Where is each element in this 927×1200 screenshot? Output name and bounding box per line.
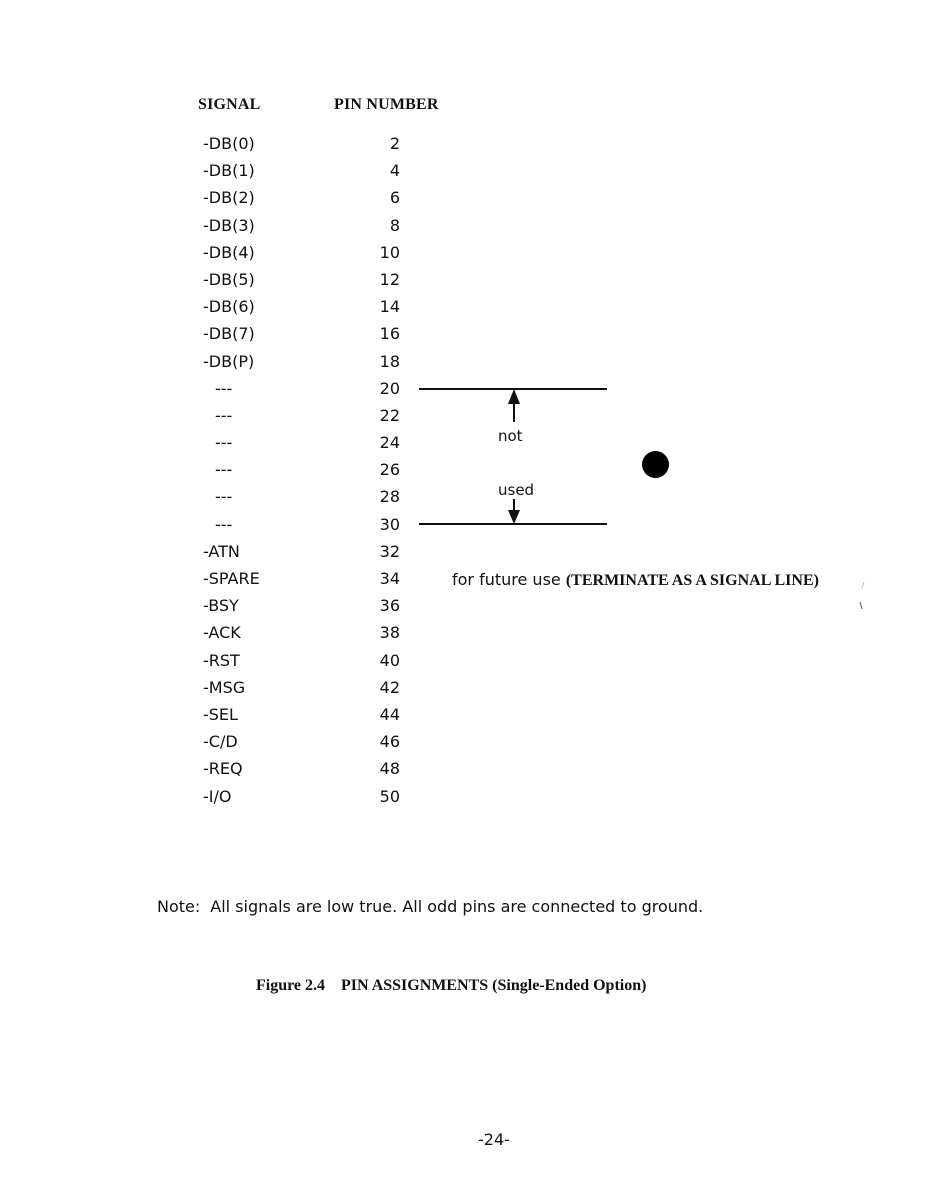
signal-name: -DB(7) [203,324,255,344]
signal-name: -BSY [203,596,239,616]
pin-number: 38 [379,623,400,643]
pin-number: 28 [379,487,400,507]
figure-caption [256,977,646,995]
pin-number: 40 [379,650,400,670]
footnote [157,897,703,916]
pin-number: 44 [379,704,400,724]
spare-note-bold-text: (TERMINATE AS A SIGNAL LINE) [565,572,819,589]
signal-name: -DB(3) [203,215,255,235]
pin-number: 26 [379,460,400,480]
signal-name: -REQ [203,759,243,779]
pin-number: 6 [389,188,400,208]
scan-speck-marks [855,580,867,612]
signal-name: --- [215,405,233,425]
signal-name: --- [215,487,233,507]
signal-name: --- [215,460,233,480]
signal-name: -DB(1) [203,161,255,181]
pin-number: 50 [379,786,400,806]
signal-name: -DB(0) [203,134,255,153]
signal-name: -DB(6) [203,297,255,317]
down-arrow-head-icon [508,510,520,524]
pin-number: 30 [379,514,400,534]
signal-name: -DB(P) [203,351,255,371]
spare-pin-note [452,570,819,590]
pin-number: 2 [389,134,400,153]
pin-number: 4 [389,161,400,181]
pin-number: 34 [379,569,400,588]
signal-name: --- [215,514,233,534]
pin-number: 14 [379,297,400,317]
signal-name: --- [215,378,233,398]
pin-number: 22 [379,405,400,425]
not-label: not [498,427,523,445]
signal-name: -DB(4) [203,242,255,262]
black-dot-mark [642,451,669,478]
up-arrow-head-icon [508,389,520,404]
pin-number: 8 [389,215,400,235]
pin-number: 32 [379,541,400,561]
figure-number: Figure 2.4 [256,977,326,994]
signal-name: --- [215,433,233,453]
pin-number: 20 [379,378,400,398]
pin-number: 48 [379,759,400,779]
figure-title: PIN ASSIGNMENTS (Single-Ended Option) [341,977,647,994]
signal-name: -C/D [203,732,238,752]
pin-number: 12 [379,269,400,289]
signal-name: -DB(5) [203,269,255,289]
signal-name: -ATN [203,541,240,561]
signal-column-header: SIGNAL [198,96,261,113]
page-number: -24- [478,1130,510,1149]
pin-number: 16 [379,324,400,344]
pin-number: 46 [379,732,400,752]
pin-number: 10 [379,242,400,262]
pin-number: 24 [379,433,400,453]
signal-name: -SEL [203,704,238,724]
signal-name: -ACK [203,623,241,643]
pin-number: 42 [379,677,400,697]
spare-note-text: for future use [452,570,566,589]
used-label: used [498,481,535,499]
signal-name: -SPARE [203,569,260,588]
signal-name: -I/O [203,786,232,806]
note-label: Note: [157,897,201,916]
signal-name: -RST [203,650,240,670]
pin-number-column-header: PIN NUMBER [334,96,439,113]
note-text: All signals are low true. All odd pins are connected to ground. [210,897,704,916]
pin-number: 18 [379,351,400,371]
signal-name: -MSG [203,677,246,697]
pin-number: 36 [379,596,400,616]
signal-name: -DB(2) [203,188,255,208]
